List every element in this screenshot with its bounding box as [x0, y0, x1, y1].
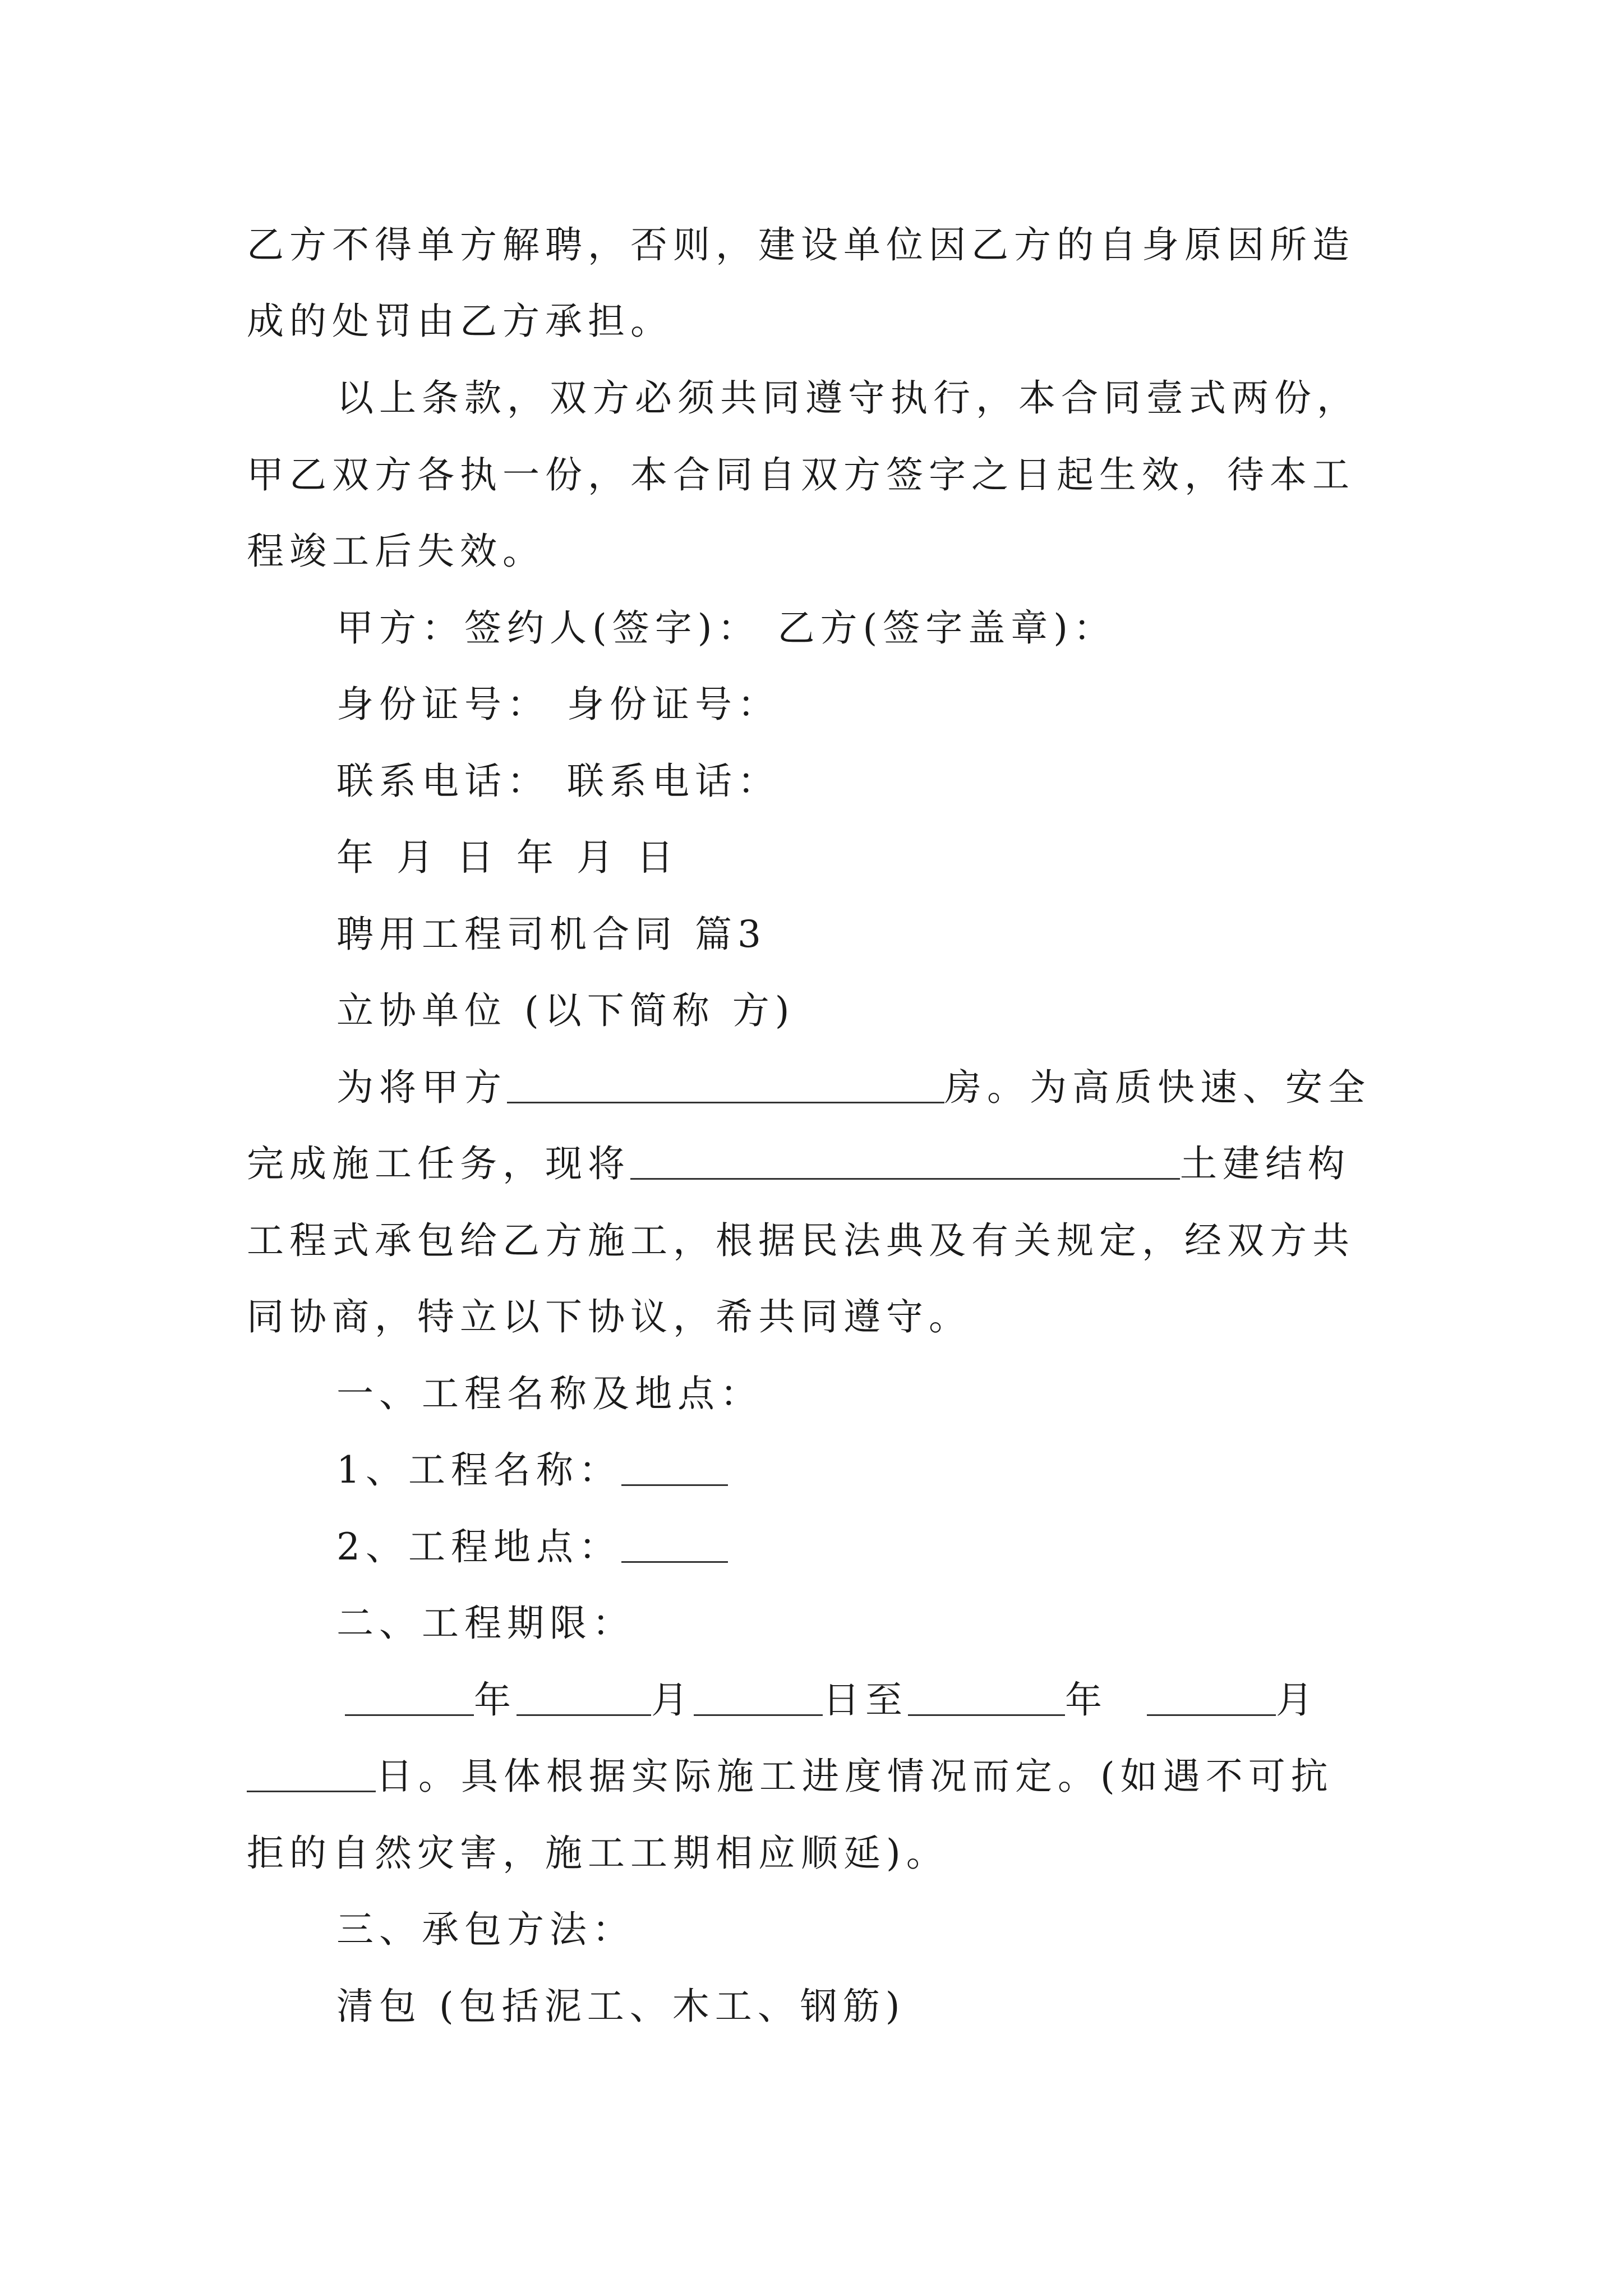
clause-heading: 一、工程名称及地点：: [336, 1372, 763, 1415]
fill-blank: [345, 1681, 474, 1716]
text-line: 拒的自然灾害，施工工期相应顺延)。: [247, 1832, 949, 1875]
parties-line: 立协单位 (以下简称 方): [336, 989, 795, 1032]
fill-blank: [517, 1681, 651, 1716]
date-range-line: [345, 1669, 1318, 1731]
text-segment: 房。为高质快速、安全: [944, 1066, 1371, 1109]
text-line: 同协商，特立以下协议，希共同遵守。: [247, 1295, 971, 1338]
fill-blank: [621, 1451, 728, 1486]
fill-blank: [507, 1068, 944, 1103]
text-line: 成的处罚由乙方承担。: [247, 300, 673, 343]
fill-blank: [621, 1527, 728, 1563]
signature-line: 甲方：签约人(签字)： 乙方(签字盖章)：: [336, 606, 1116, 650]
text-line-with-blank: [336, 1057, 1371, 1119]
id-number-line: 身份证号： 身份证号：: [336, 683, 780, 726]
fill-blank: [908, 1681, 1065, 1716]
text-segment: 1、工程名称：: [336, 1448, 621, 1492]
text-segment: 年: [474, 1678, 517, 1722]
text-line: 乙方不得单方解聘，否则，建设单位因乙方的自身原因所造: [247, 223, 1355, 266]
text-segment: 月: [1276, 1678, 1318, 1722]
text-segment: 月: [651, 1678, 694, 1722]
section-title: 聘用工程司机合同 篇3: [336, 913, 767, 956]
paragraph-line: 以上条款，双方必须共同遵守执行，本合同壹式两份，: [336, 376, 1359, 420]
text-segment: 日。具体根据实际施工进度情况而定。(如遇不可抗: [376, 1755, 1334, 1798]
text-line-with-blank: [247, 1746, 1334, 1807]
text-line: 清包 (包括泥工、木工、钢筋): [336, 1985, 906, 2028]
text-segment: 年: [1065, 1678, 1108, 1722]
fill-blank: [247, 1757, 376, 1792]
fill-blank: [1147, 1681, 1276, 1716]
text-segment: 土建结构: [1180, 1142, 1350, 1185]
text-segment: 2、工程地点：: [336, 1525, 621, 1568]
clause-item: [336, 1439, 728, 1501]
text-segment: 完成施工任务，现将: [247, 1142, 630, 1185]
date-line: 年 月 日 年 月 日: [336, 836, 679, 879]
phone-line: 联系电话： 联系电话：: [336, 760, 780, 803]
text-line: 程竣工后失效。: [247, 530, 545, 573]
clause-heading: 二、工程期限：: [336, 1602, 635, 1645]
fill-blank: [630, 1144, 1180, 1180]
text-segment: 为将甲方: [336, 1066, 507, 1109]
clause-heading: 三、承包方法：: [336, 1908, 635, 1951]
clause-item: [336, 1516, 728, 1578]
text-line: 甲乙双方各执一份，本合同自双方签字之日起生效，待本工: [247, 453, 1355, 496]
text-line: 工程式承包给乙方施工，根据民法典及有关规定，经双方共: [247, 1219, 1355, 1262]
text-line-with-blank: [247, 1133, 1350, 1195]
fill-blank: [694, 1681, 823, 1716]
text-segment: 日至: [823, 1678, 908, 1722]
